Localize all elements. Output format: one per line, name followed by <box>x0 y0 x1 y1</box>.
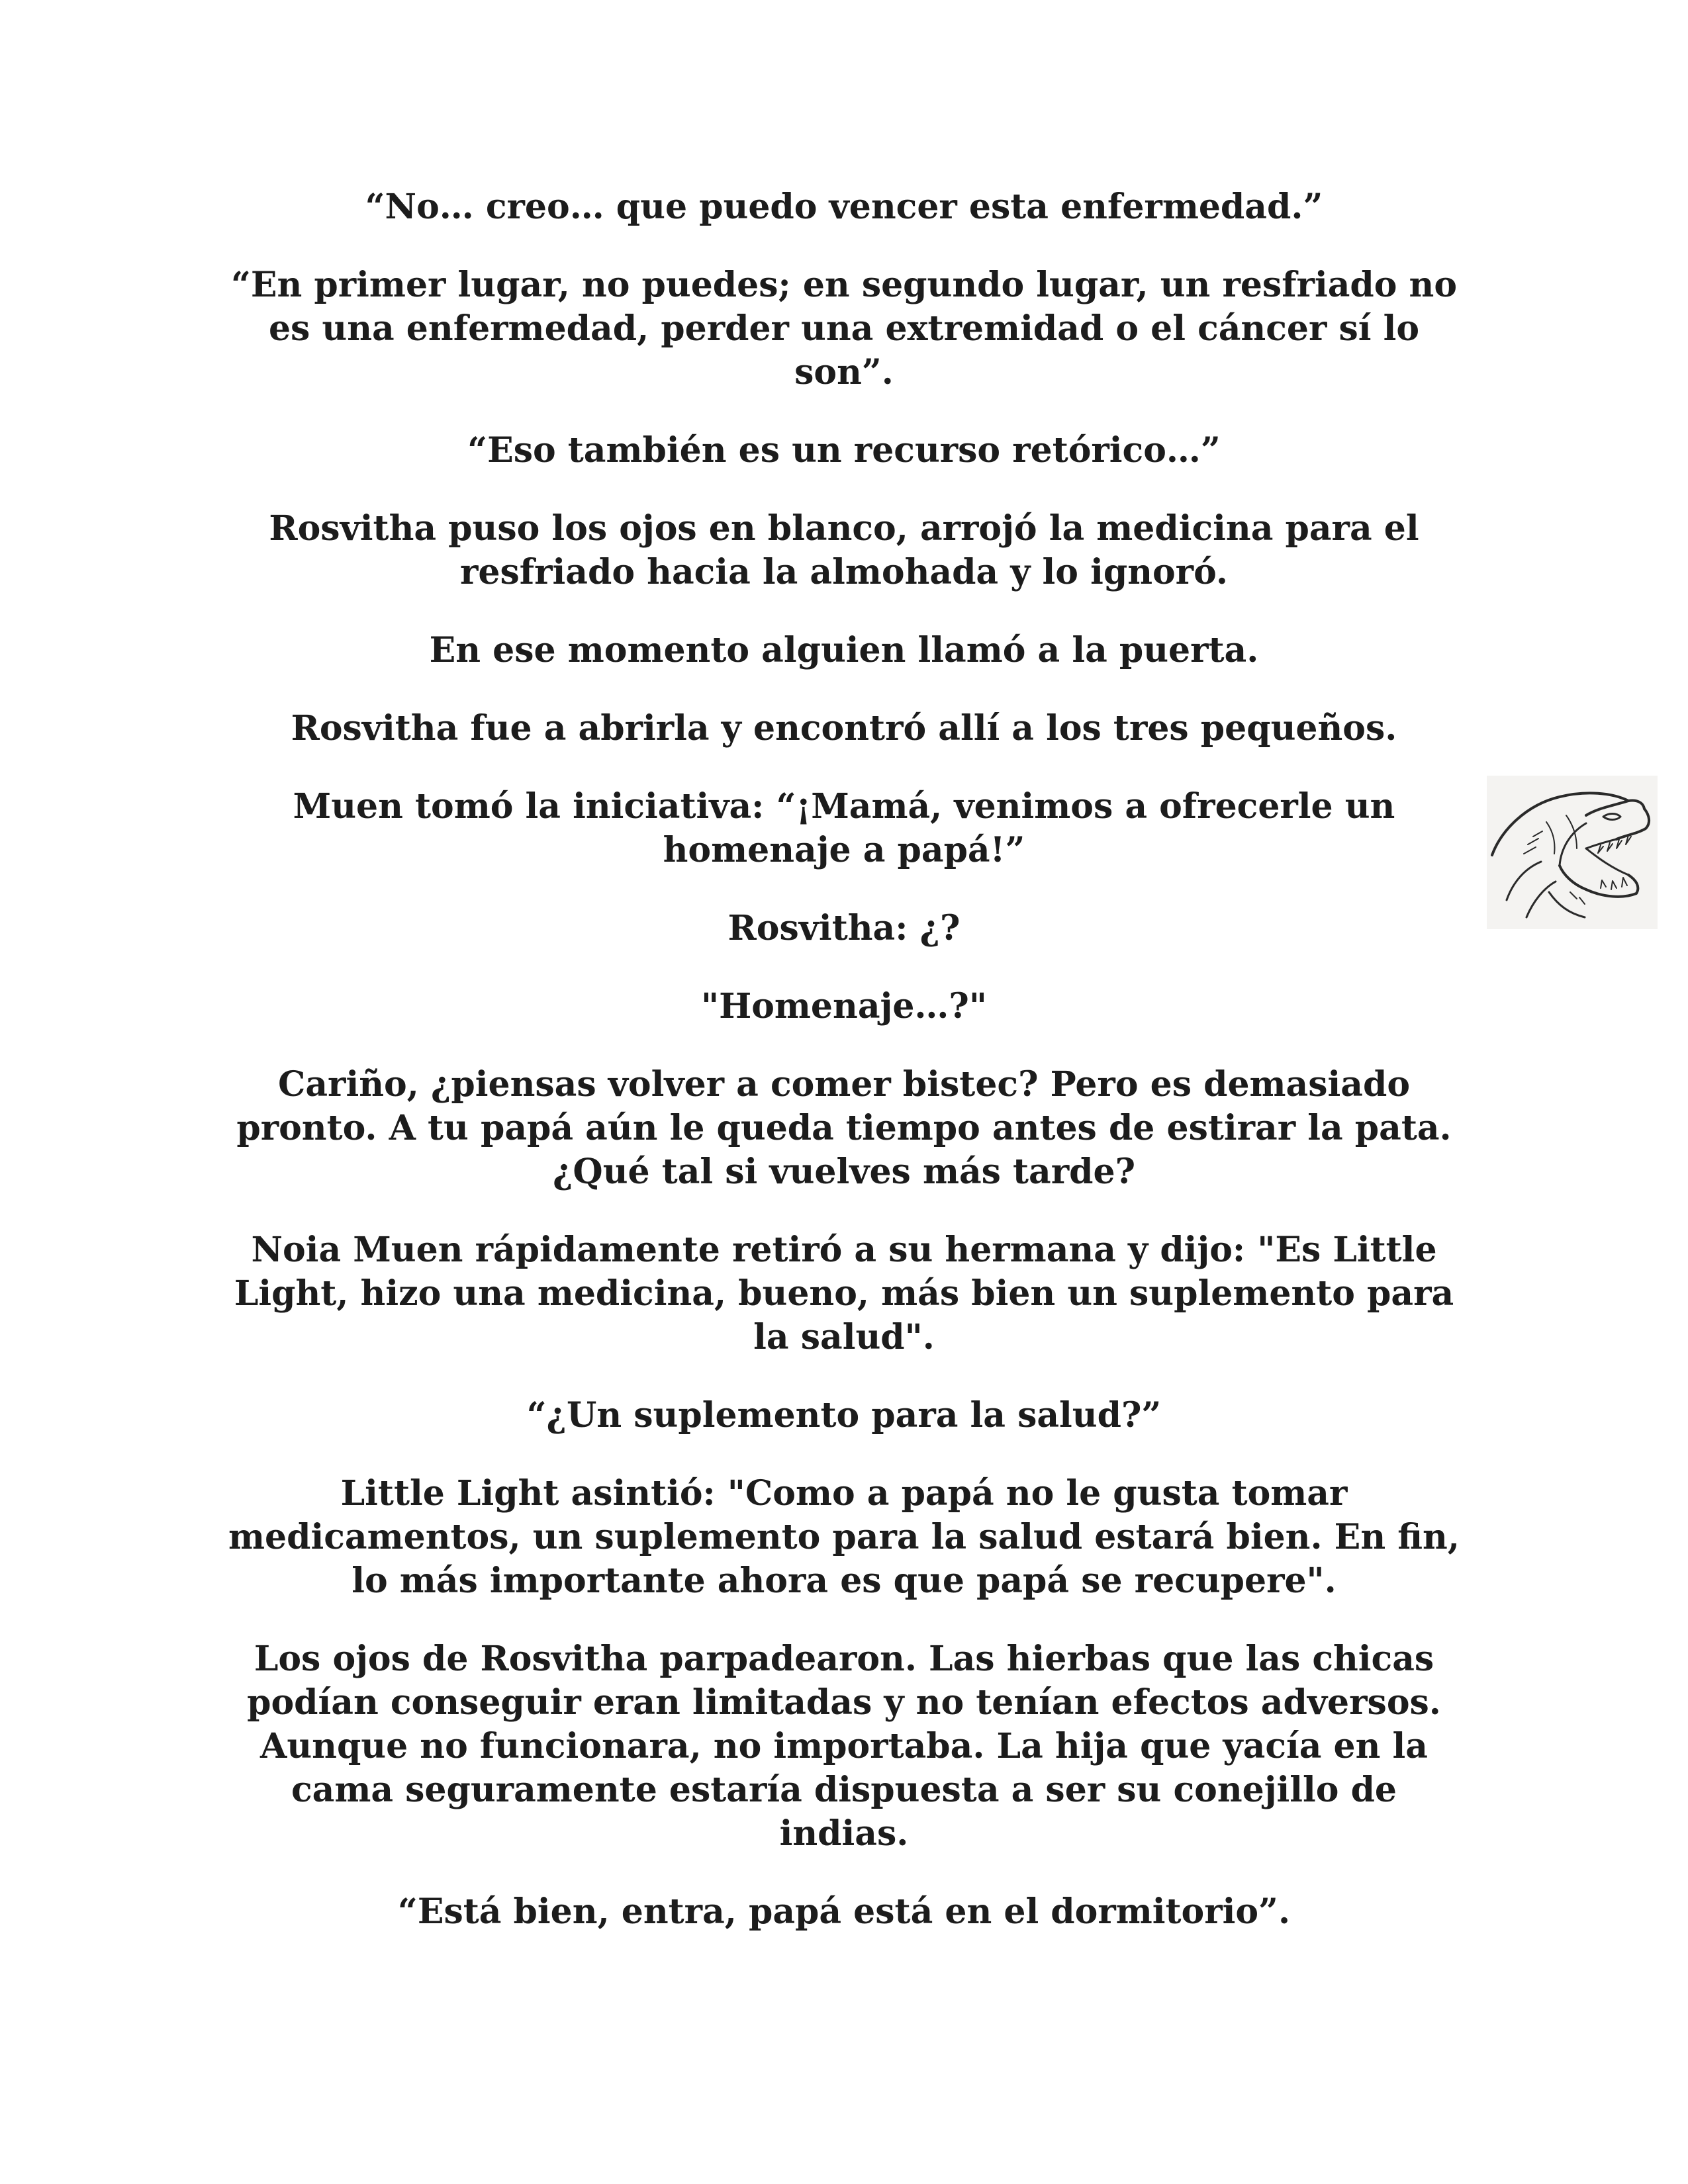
paragraph-15: “Está bien, entra, papá está en el dormitorio”. <box>397 1891 1291 1932</box>
dragon-head-sketch-icon <box>1487 776 1658 929</box>
paragraph-11: Noia Muen rápidamente retiró a su hermana y dijo: "Es Little Light, hizo una medicina, bueno, más bien un suplemento para la salud". <box>234 1230 1454 1357</box>
paragraph-9: "Homenaje…?" <box>701 986 987 1026</box>
paragraph-12: “¿Un suplemento para la salud?” <box>526 1395 1162 1435</box>
paragraph-13: Little Light asintió: "Como a papá no le gusta tomar medicamentos, un suplemento para la salud estará bien. En fin, lo más importante ahora es que papá se recupere". <box>228 1473 1460 1601</box>
paragraph-7: Muen tomó la iniciativa: “¡Mamá, venimos a ofrecerle un homenaje a papá!” <box>293 786 1395 870</box>
paragraph-8: Rosvitha: ¿? <box>727 908 961 948</box>
paragraph-5: En ese momento alguien llamó a la puerta. <box>429 630 1259 670</box>
paragraph-1: “No… creo… que puedo vencer esta enfermedad.” <box>365 187 1323 227</box>
paragraph-2: “En primer lugar, no puedes; en segundo lugar, un resfriado no es una enfermedad, perder una extremidad o el cáncer sí lo son”. <box>230 265 1458 392</box>
paragraph-3: “Eso también es un recurso retórico…” <box>467 430 1221 471</box>
paragraph-4: Rosvitha puso los ojos en blanco, arrojó la medicina para el resfriado hacia la almohada y lo ignoró. <box>269 508 1419 592</box>
story-text <box>228 185 1460 1968</box>
paragraph-14: Los ojos de Rosvitha parpadearon. Las hierbas que las chicas podían conseguir eran limitadas y no tenían efectos adversos. Aunque no funcionara, no importaba. La hija que yacía en la cama seguramente estaría dispuesta a ser su conejillo de indias. <box>247 1639 1441 1854</box>
paragraph-10: Cariño, ¿piensas volver a comer bistec? Pero es demasiado pronto. A tu papá aún le queda tiempo antes de estirar la pata. ¿Qué tal si vuelves más tarde? <box>236 1064 1452 1192</box>
paragraph-6: Rosvitha fue a abrirla y encontró allí a los tres pequeños. <box>291 708 1397 749</box>
